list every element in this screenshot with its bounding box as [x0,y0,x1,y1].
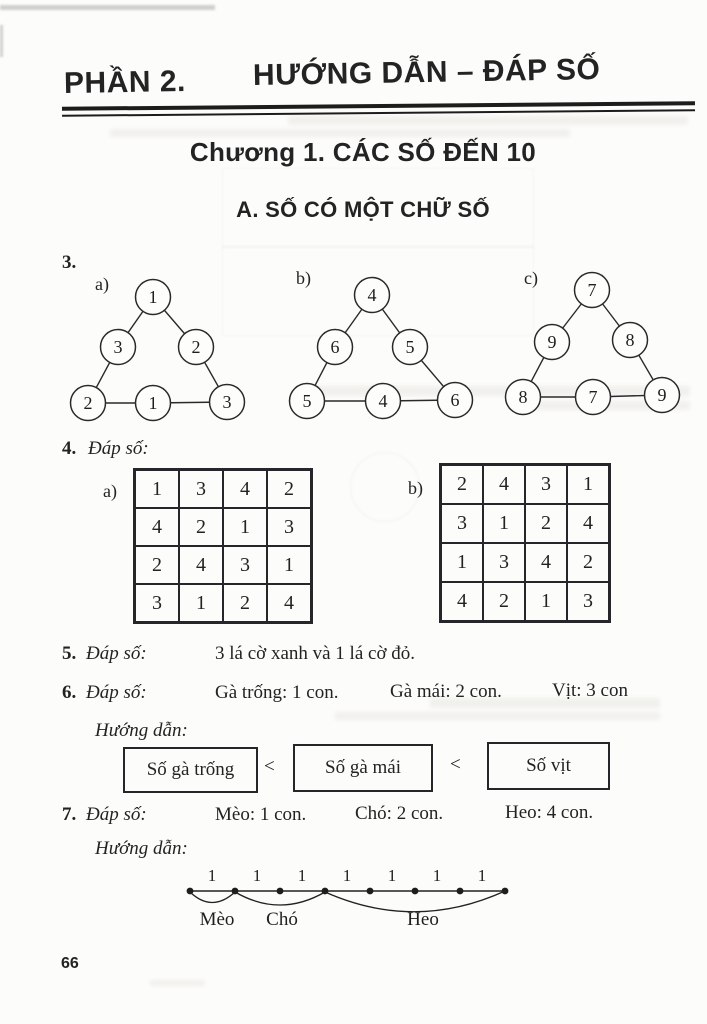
triangle-a-label: a) [95,274,109,294]
grid-cell: 3 [483,543,525,582]
triangle-node-value: 1 [148,287,158,307]
comparison-box-duck: Số vịt [487,742,610,790]
problem-number: 3. [62,252,77,273]
grid-cell: 4 [179,546,223,584]
unit-label: 1 [477,866,487,885]
page-number: 66 [61,955,79,972]
grid-cell: 2 [441,465,483,504]
comparison-box-hen: Số gà mái [293,744,433,792]
triangle-c [506,273,680,415]
guide-label: Hướng dẫn: [95,720,188,741]
scan-smudge [0,25,3,57]
grid-cell: 2 [525,504,567,543]
unit-label: 1 [432,866,442,885]
grid-cell: 2 [483,582,525,621]
group-label: Mèo [199,909,235,930]
grid-cell: 3 [135,584,179,622]
triangle-node-value: 5 [302,391,312,411]
triangle-node-value: 8 [518,387,528,407]
problem-number: 5. [62,643,77,664]
comparison-box-rooster: Số gà trống [123,747,258,793]
brace-meo [190,892,235,903]
triangle-node-value: 7 [587,280,597,300]
grid-cell: 3 [267,508,311,546]
section-title: A. SỐ CÓ MỘT CHỮ SỐ [236,197,490,222]
header-double-rule [62,101,695,117]
triangle-node-value: 5 [405,337,415,357]
numberline-dot [277,888,284,895]
grid-cell: 1 [525,582,567,621]
triangle-node-value: 7 [588,387,598,407]
bleed-through-artifact [110,129,570,137]
grid-cell: 4 [135,508,179,546]
unit-label: 1 [252,866,262,885]
triangle-node-value: 3 [222,392,232,412]
grid-cell: 4 [267,584,311,622]
triangle-node-value: 4 [367,285,377,305]
grid-cell: 1 [179,584,223,622]
part-title: HƯỚNG DẪN – ĐÁP SỐ [252,52,601,93]
grid-cell: 1 [267,546,311,584]
bleed-through-artifact [288,116,688,125]
numberline-diagram [170,860,540,940]
answer-text: Mèo: 1 con. [215,804,307,825]
scan-smudge [0,5,215,10]
grid-cell: 4 [483,465,525,504]
triangle-b [290,278,473,419]
numberline-dot [457,888,464,895]
grid-a-label: a) [103,481,117,501]
answer-grid-a [133,468,313,624]
grid-cell: 1 [441,543,483,582]
unit-label: 1 [207,866,217,885]
triangle-node-value: 2 [83,393,93,413]
grid-cell: 2 [135,546,179,584]
less-than-sign: < [264,756,275,777]
triangle-node-value: 6 [450,390,460,410]
grid-cell: 1 [483,504,525,543]
grid-cell: 1 [135,470,179,508]
triangle-node-value: 3 [113,337,123,357]
triangle-c-label: c) [524,268,538,288]
answer-label: Đáp số: [86,804,147,825]
numberline-dot [412,888,419,895]
triangle-diagrams [60,268,690,428]
grid-b-label: b) [408,478,423,498]
triangle-node-value: 2 [191,337,201,357]
grid-cell: 3 [441,504,483,543]
answer-grid-b [439,463,611,623]
problem-number: 4. [62,438,77,459]
grid-cell: 4 [223,470,267,508]
grid-cell: 2 [267,470,311,508]
triangle-node-value: 4 [378,391,388,411]
answer-label: Đáp số: [86,682,147,703]
triangle-node-value: 8 [625,330,635,350]
answer-text: Heo: 4 con. [505,802,594,823]
triangle-node-value: 1 [148,393,158,413]
grid-cell: 3 [567,582,609,621]
bleed-through-artifact [150,980,205,986]
guide-label: Hướng dẫn: [95,838,188,859]
grid-cell: 1 [567,465,609,504]
grid-cell: 2 [223,584,267,622]
grid-cell: 4 [441,582,483,621]
unit-label: 1 [387,866,397,885]
triangle-node-value: 9 [657,385,667,405]
answer-text: 3 lá cờ xanh và 1 lá cờ đỏ. [215,643,416,664]
bleed-through-artifact [335,712,660,720]
grid-cell: 1 [223,508,267,546]
triangle-node-value: 6 [330,337,340,357]
problem-number: 6. [62,682,77,703]
grid-cell: 3 [525,465,567,504]
triangle-a [71,280,245,421]
grid-cell: 4 [525,543,567,582]
group-label: Heo [407,909,439,930]
answer-label: Đáp số: [88,438,149,459]
answer-text: Gà mái: 2 con. [390,681,502,702]
group-label: Chó [266,909,298,930]
grid-cell: 4 [567,504,609,543]
part-label: PHẦN 2. [63,64,187,101]
triangle-b-label: b) [296,268,311,288]
answer-text: Chó: 2 con. [355,803,444,824]
triangle-node-value: 9 [547,332,557,352]
grid-cell: 2 [179,508,223,546]
problem-number: 7. [62,804,77,825]
answer-label: Đáp số: [86,643,147,664]
answer-text: Gà trống: 1 con. [215,682,339,703]
answer-text: Vịt: 3 con [552,680,628,701]
less-than-sign: < [450,754,461,775]
grid-cell: 2 [567,543,609,582]
grid-cell: 3 [223,546,267,584]
unit-label: 1 [342,866,352,885]
numberline-dot [367,888,374,895]
chapter-title: Chương 1. CÁC SỐ ĐẾN 10 [189,137,537,167]
unit-label: 1 [297,866,307,885]
grid-cell: 3 [179,470,223,508]
